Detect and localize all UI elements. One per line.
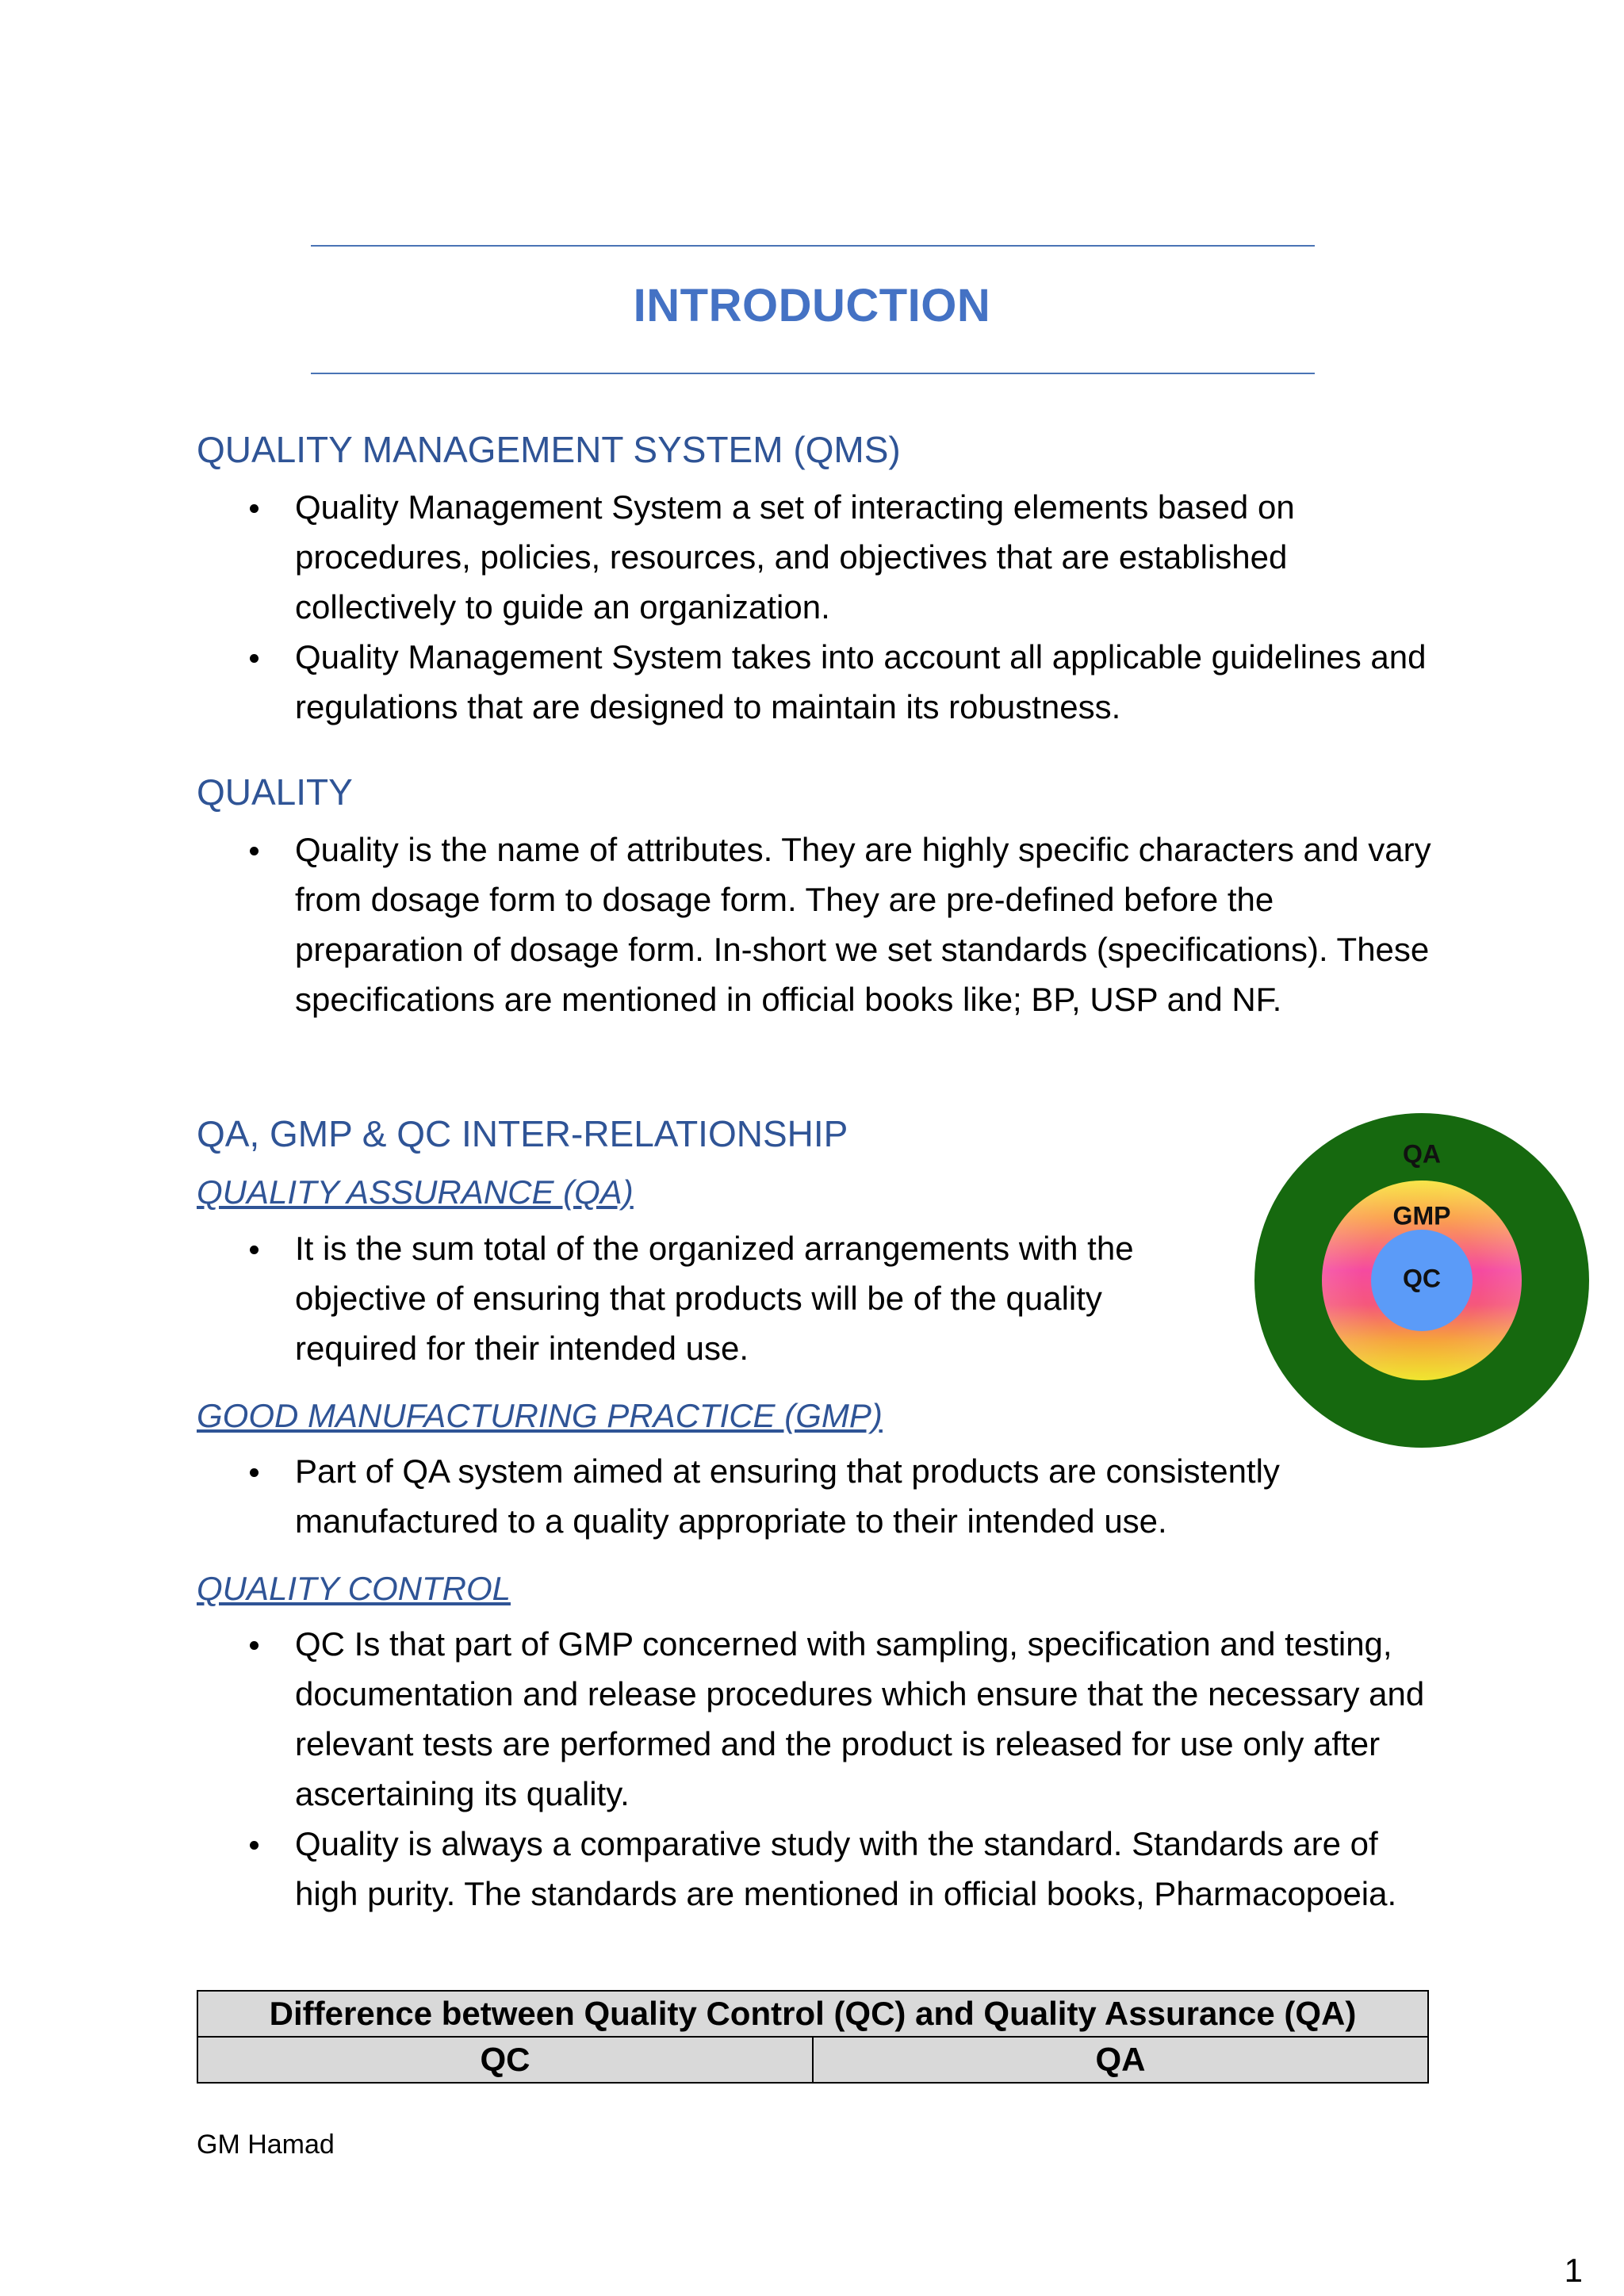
qa-gmp-qc-diagram [1253,1112,1591,1449]
table-row [197,1991,1428,2037]
qc-qa-difference-table [197,1990,1429,2084]
gmp-bullet-list [197,1446,1434,1546]
list-item: It is the sum total of the organized arrangements with the objective of ensuring that products will be of the quality required for their intended use. [197,1223,1228,1373]
qa-label: QA [1403,1139,1441,1169]
qc-bullet-list [197,1619,1450,1919]
gmp-label: GMP [1392,1201,1451,1230]
heading-qms: QUALITY MANAGEMENT SYSTEM (QMS) [197,429,901,470]
table-header-qa: QA [813,2037,1428,2083]
heading-relationship: QA, GMP & QC INTER-RELATIONSHIP [197,1113,848,1154]
subheading-qa: QUALITY ASSURANCE (QA) [197,1173,634,1211]
table-caption: Difference between Quality Control (QC) and Quality Assurance (QA) [197,1991,1428,2037]
page-number: 1 [1564,2252,1583,2289]
table-header-qc: QC [197,2037,813,2083]
list-item: Part of QA system aimed at ensuring that products are consistently manufactured to a quality appropriate to their intended use. [197,1446,1434,1546]
title-rule-top [311,245,1315,247]
qc-label: QC [1403,1264,1441,1293]
table-row [197,2037,1428,2083]
list-item: Quality Management System takes into account all applicable guidelines and regulations that are designed to maintain its robustness. [197,632,1450,732]
list-item: Quality is always a comparative study with the standard. Standards are of high purity. The standards are mentioned in official books, Pharmacopoeia. [197,1819,1450,1919]
subheading-gmp: GOOD MANUFACTURING PRACTICE (GMP) [197,1397,883,1434]
quality-bullet-list [197,825,1450,1024]
page-title: INTRODUCTION [633,280,991,331]
heading-quality: QUALITY [197,771,353,813]
footer-author: GM Hamad [197,2130,335,2160]
subheading-qc: QUALITY CONTROL [197,1570,511,1607]
title-rule-bottom [311,373,1315,374]
qms-bullet-list [197,482,1450,732]
list-item: QC Is that part of GMP concerned with sampling, specification and testing, documentation and release procedures which ensure that the necessary and relevant tests are performed and the product is released for use only after ascertaining its quality. [197,1619,1450,1819]
qa-bullet-list [197,1223,1228,1373]
list-item: Quality is the name of attributes. They are highly specific characters and vary from dosage form to dosage form. They are pre-defined before the preparation of dosage form. In-short we set standards (specifications). These specifications are mentioned in official books like; BP, USP and NF. [197,825,1450,1024]
list-item: Quality Management System a set of interacting elements based on procedures, policies, resources, and objectives that are established collectively to guide an organization. [197,482,1450,632]
